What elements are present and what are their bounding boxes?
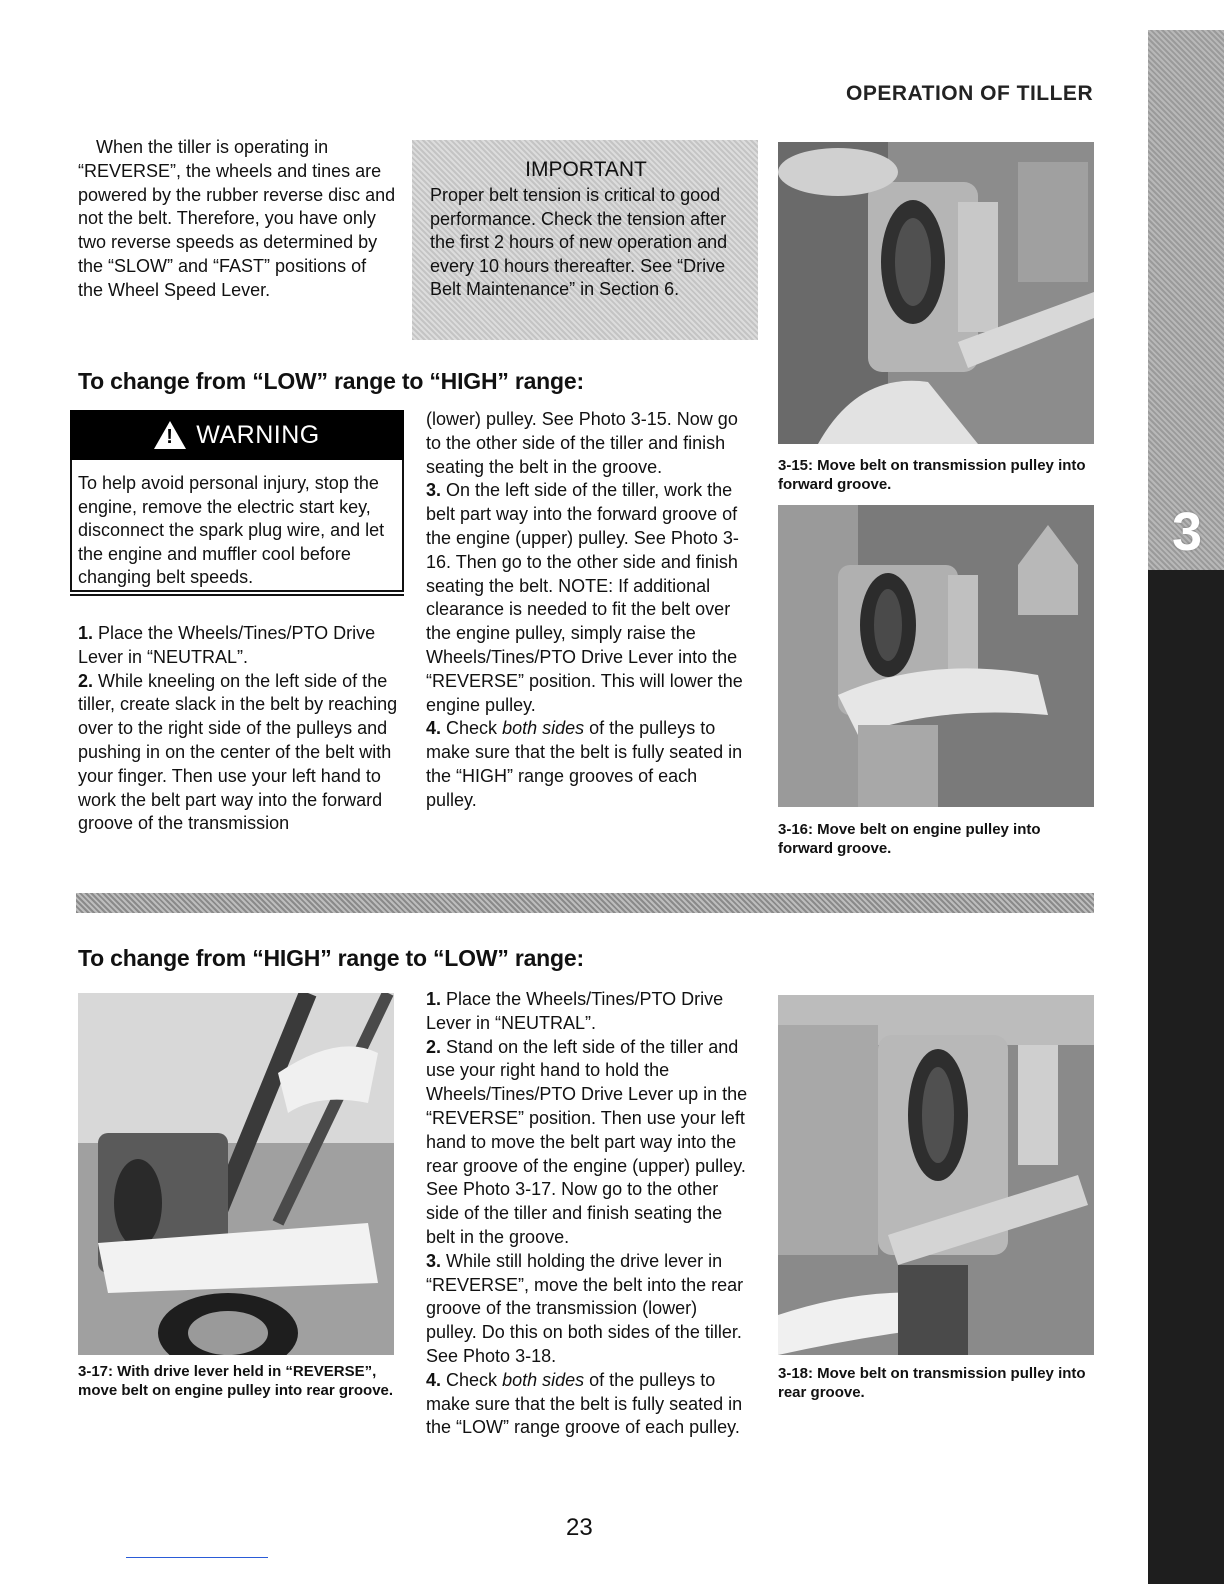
footer-line [126, 1557, 268, 1558]
section1-steps-left [78, 622, 398, 836]
page-number: 23 [566, 1514, 593, 1541]
step [426, 1250, 748, 1369]
step-text: Place the Wheels/Tines/PTO Drive Lever in “NEUTRAL”. [426, 989, 724, 1033]
step-text: of the pulleys to make sure that the belt is fully seated in the “HIGH” range grooves of each pulley. [426, 718, 743, 810]
step [426, 1369, 748, 1440]
warning-banner [70, 410, 404, 460]
caption-3-16: 3-16: Move belt on engine pulley into forward groove. [778, 821, 1041, 857]
section2-heading: To change from “HIGH” range to “LOW” range: [78, 945, 584, 971]
step [426, 1036, 748, 1250]
intro-paragraph: When the tiller is operating in “REVERSE”, the wheels and tines are powered by the rubber reverse disc and not the belt. Therefore, you have only two reverse speeds as determined by the “SLOW” and “FAST” positions of the Wheel Speed Lever. [78, 137, 396, 300]
warning-text: To help avoid personal injury, stop the engine, remove the electric start key, disconnect the spark plug wire, and let the engine and muffler cool before changing belt speeds. [78, 473, 385, 587]
chapter-tab: 3 [1171, 502, 1203, 562]
warning-underline [70, 594, 404, 596]
step-text: On the left side of the tiller, work the belt part way into the forward groove of the engine (upper) pulley. See Photo 3-16. Then go to the other side and finish seating the belt. NOTE: If additional clearance is needed to fit the belt over the engine pulley, simply raise the Wheels/Tines/PTO Drive Lever into the “REVERSE” position. This will lower the engine pulley. [426, 480, 743, 715]
step [78, 670, 398, 837]
section2-steps [426, 988, 748, 1440]
photo-3-16 [778, 505, 1094, 807]
step-number: 1. [426, 989, 442, 1009]
important-text: Proper belt tension is critical to good performance. Check the tension after the first 2 hours of new operation and every 10 hours thereafter. See “Drive Belt Maintenance” in Section 6. [430, 185, 728, 299]
step-text: While kneeling on the left side of the tiller, create slack in the belt by reaching over to the right side of the pulleys and pushing in on the center of the belt with your finger. Then use your left hand to work the belt part way into the forward groove of the transmission [78, 670, 398, 834]
warning-label: WARNING [196, 420, 320, 449]
step-number: 2. [426, 1036, 442, 1057]
section1-steps-middle [426, 408, 748, 813]
caption-3-15: 3-15: Move belt on transmission pulley into forward groove. [778, 457, 1086, 493]
step-text: Stand on the left side of the tiller and use your right hand to hold the Wheels/Tines/PTO Drive Lever up in the “REVERSE” position. Then use your left hand to move the belt part way into the rear groove of the engine (upper) pulley. See Photo 3-17. Now go to the other side of the tiller and finish seating the belt in the groove. [426, 1036, 748, 1247]
step-text: Place the Wheels/Tines/PTO Drive Lever in “NEUTRAL”. [78, 623, 376, 667]
step-number: 1. [78, 623, 94, 643]
step-number: 3. [426, 1250, 442, 1271]
step [426, 479, 748, 717]
warning-box [70, 410, 404, 592]
step [426, 717, 748, 812]
photo-3-17 [78, 993, 394, 1355]
step-emphasis: both sides [502, 1369, 585, 1390]
step [78, 622, 398, 670]
photo-3-18 [778, 995, 1094, 1355]
step-text: of the pulleys to make sure that the belt is fully seated in the “LOW” range groove of each pulley. [426, 1369, 743, 1438]
important-box [412, 140, 758, 340]
caption-3-18: 3-18: Move belt on transmission pulley into rear groove. [778, 1365, 1086, 1401]
step-emphasis: both sides [502, 718, 585, 739]
step-number: 2. [78, 670, 94, 691]
step-number: 4. [426, 718, 442, 739]
step-text: Check [446, 718, 503, 739]
step-text: Check [446, 1369, 503, 1390]
photo-3-15 [778, 142, 1094, 444]
important-title: IMPORTANT [525, 158, 647, 181]
edge-dark-band [1148, 570, 1224, 1584]
step-number: 3. [426, 480, 442, 501]
step [426, 988, 748, 1036]
step-text: While still holding the drive lever in “REVERSE”, move the belt into the rear groove of the transmission (lower) pulley. Do this on both sides of the tiller. See Photo 3-18. [426, 1250, 744, 1366]
step-number: 4. [426, 1369, 442, 1390]
step-text: (lower) pulley. See Photo 3-15. Now go to the other side of the tiller and finish seating the belt in the groove. [426, 409, 738, 477]
warning-triangle-icon [154, 421, 186, 449]
section-divider [76, 893, 1094, 913]
caption-3-17: 3-17: With drive lever held in “REVERSE”, move belt on engine pulley into rear groove. [78, 1363, 394, 1399]
section1-heading: To change from “LOW” range to “HIGH” range: [78, 368, 584, 394]
step-continued [426, 408, 748, 479]
page-header-title: OPERATION OF TILLER [846, 82, 1094, 105]
